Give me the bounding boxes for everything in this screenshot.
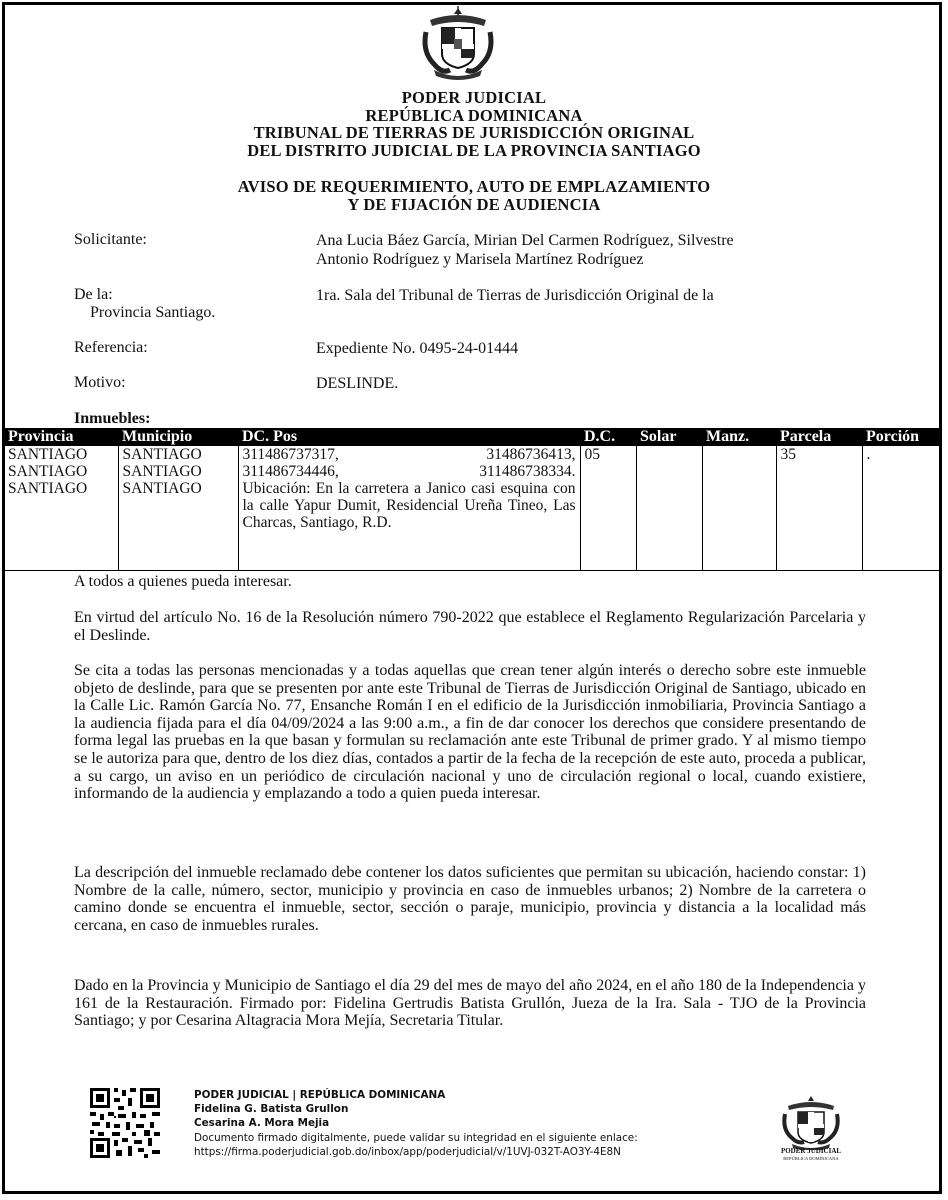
referencia-value: Expediente No. 0495-24-01444 [316, 340, 519, 357]
col-municipio: Municipio [118, 428, 238, 446]
inmuebles-table [4, 428, 942, 571]
manz-value [702, 446, 776, 571]
table-header-row [4, 428, 942, 446]
paragraph-article: En virtud del artículo No. 16 de la Resolución número 790-2022 que establece el Reglamento Regularización Parcelaria y el Deslinde. [74, 609, 866, 644]
solicitante-value [316, 231, 876, 269]
col-porcion: Porción [862, 428, 942, 446]
footer-signer-2: Cesarina A. Mora Mejia [194, 1117, 330, 1130]
solar-value [636, 446, 702, 571]
table-row [4, 446, 942, 571]
inmuebles-label: Inmuebles: [74, 410, 151, 427]
dc-pos-value: 311486738334. [479, 463, 576, 480]
municipio-value: SANTIAGO [122, 446, 202, 463]
dc-pos-line-2 [243, 463, 576, 480]
parcela-value: 35 [776, 446, 862, 571]
municipio-value: SANTIAGO [122, 463, 202, 480]
notice-title-line-2: Y DE FIJACIÓN DE AUDIENCIA [347, 194, 601, 214]
header-line-2: REPÚBLICA DOMINICANA [365, 105, 583, 125]
de-la-label: De la: [74, 286, 113, 303]
porcion-value: . [862, 446, 942, 571]
logo-name: PODER JUDICIAL [780, 1147, 842, 1155]
footer-org: PODER JUDICIAL | REPÚBLICA DOMINICANA [194, 1089, 446, 1101]
greeting: A todos a quienes pueda interesar. [74, 573, 292, 590]
dc-pos-value: 311486737317, [242, 446, 339, 463]
dc-pos-line-1 [243, 446, 576, 463]
paragraph-description: La descripción del inmueble reclamado debe contener los datos suficientes que permitan su ubicación, haciendo constar: 1) Nombre de la calle, número, sector, municipio y provincia en caso de inmuebles urbanos; 2) Nombre de la carretera o camino donde se encuentra el inmueble, sector, sección o paraje, municipio, provincia y distancia a la localidad más cercana, en caso de inmuebles rurales. [74, 864, 866, 934]
col-solar: Solar [636, 428, 702, 446]
provincia-value: SANTIAGO [8, 463, 88, 480]
col-dc-pos: DC. Pos [238, 428, 580, 446]
header-line-4: DEL DISTRITO JUDICIAL DE LA PROVINCIA SANTIAGO [247, 140, 701, 160]
solicitante-label: Solicitante: [74, 231, 147, 248]
municipio-cell [118, 446, 238, 571]
header-line-1: PODER JUDICIAL [401, 88, 547, 107]
dc-value: 05 [580, 446, 636, 571]
de-la-value-continued: Provincia Santiago. [90, 304, 216, 321]
dc-pos-cell [238, 446, 580, 571]
col-provincia: Provincia [4, 428, 118, 446]
col-dc: D.C. [580, 428, 636, 446]
col-parcela: Parcela [776, 428, 862, 446]
solicitante-value-line-2: Antonio Rodríguez y Marisela Martínez Rodríguez [316, 251, 644, 268]
poder-judicial-logo-text [768, 1148, 854, 1162]
ubicacion-text: Ubicación: En la carretera a Janico casi esquina con la calle Yapur Dumit, Residencial Ureña Tineo, Las Charcas, Santiago, R.D. [242, 480, 576, 531]
notice-title-line-1: AVISO DE REQUERIMIENTO, AUTO DE EMPLAZAMIENTO [237, 177, 711, 196]
municipio-value: SANTIAGO [122, 480, 202, 497]
motivo-label: Motivo: [74, 374, 126, 391]
referencia-label: Referencia: [74, 339, 148, 356]
provincia-value: SANTIAGO [8, 446, 88, 463]
footer-note: Documento firmado digitalmente, puede validar su integridad en el siguiente enlace: [194, 1131, 638, 1144]
paragraph-citation: Se cita a todas las personas mencionadas y a todas aquellas que crean tener algún interés o derecho sobre este inmueble objeto de deslinde, para que se presenten por ante este Tribunal de Tierras de Jurisdicción Original de Santiago, ubicado en la Calle Lic. Ramón García No. 77, Ensanche Román I en el edificio de la Jurisdicción inmobiliaria, Provincia Santiago a la audiencia fijada para el día 04/09/2024 a las 9:00 a.m., a fin de dar conocer los derechos que considere presentando de forma legal las pruebas en la que basan y formulan su reclamación ante este Tribunal de primer grado. Y al mismo tiempo se le autoriza para que, dentro de los diez días, contados a partir de la fecha de la recepción de este auto, proceda a publicar, a su cargo, un aviso en un periódico de circulación nacional y uno de circulación regional o local, cuando existiere, informando de la audiencia y emplazando a todo a quien pueda interesar. [74, 662, 866, 803]
notice-title [0, 178, 948, 213]
col-manz: Manz. [702, 428, 776, 446]
de-la-value: 1ra. Sala del Tribunal de Tierras de Jurisdicción Original de la [316, 287, 714, 304]
provincia-value: SANTIAGO [8, 480, 88, 497]
motivo-value: DESLINDE. [316, 375, 399, 392]
dc-pos-value: 311486734446, [242, 463, 339, 480]
signature-block [194, 1088, 638, 1159]
logo-subtitle: REPÚBLICA DOMINICANA [783, 1156, 839, 1161]
dc-pos-value: 31486736413, [486, 446, 576, 463]
coat-of-arms-seal [420, 4, 496, 82]
footer-signer-1: Fidelina G. Batista Grullon [194, 1103, 349, 1116]
provincia-cell [4, 446, 118, 571]
court-header [0, 89, 948, 159]
qr-code-icon[interactable] [88, 1086, 162, 1160]
paragraph-signature: Dado en la Provincia y Municipio de Santiago el día 29 del mes de mayo del año 2024, en el año 180 de la Independencia y 161 de la Restauración. Firmado por: Fidelina Gertrudis Batista Grullón, Jueza de la Ira. Sala - TJO de la Provincia Santiago; y por Cesarina Altagracia Mora Mejía, Secretaria Titular. [74, 977, 866, 1030]
solicitante-value-line-1: Ana Lucia Báez García, Mirian Del Carmen Rodríguez, Silvestre [316, 232, 734, 249]
footer-validation-link[interactable]: https://firma.poderjudicial.gob.do/inbox/app/poderjudicial/v/1UVJ-032T-AO3Y-4E8N [194, 1145, 621, 1158]
header-line-3: TRIBUNAL DE TIERRAS DE JURISDICCIÓN ORIGINAL [253, 123, 695, 142]
